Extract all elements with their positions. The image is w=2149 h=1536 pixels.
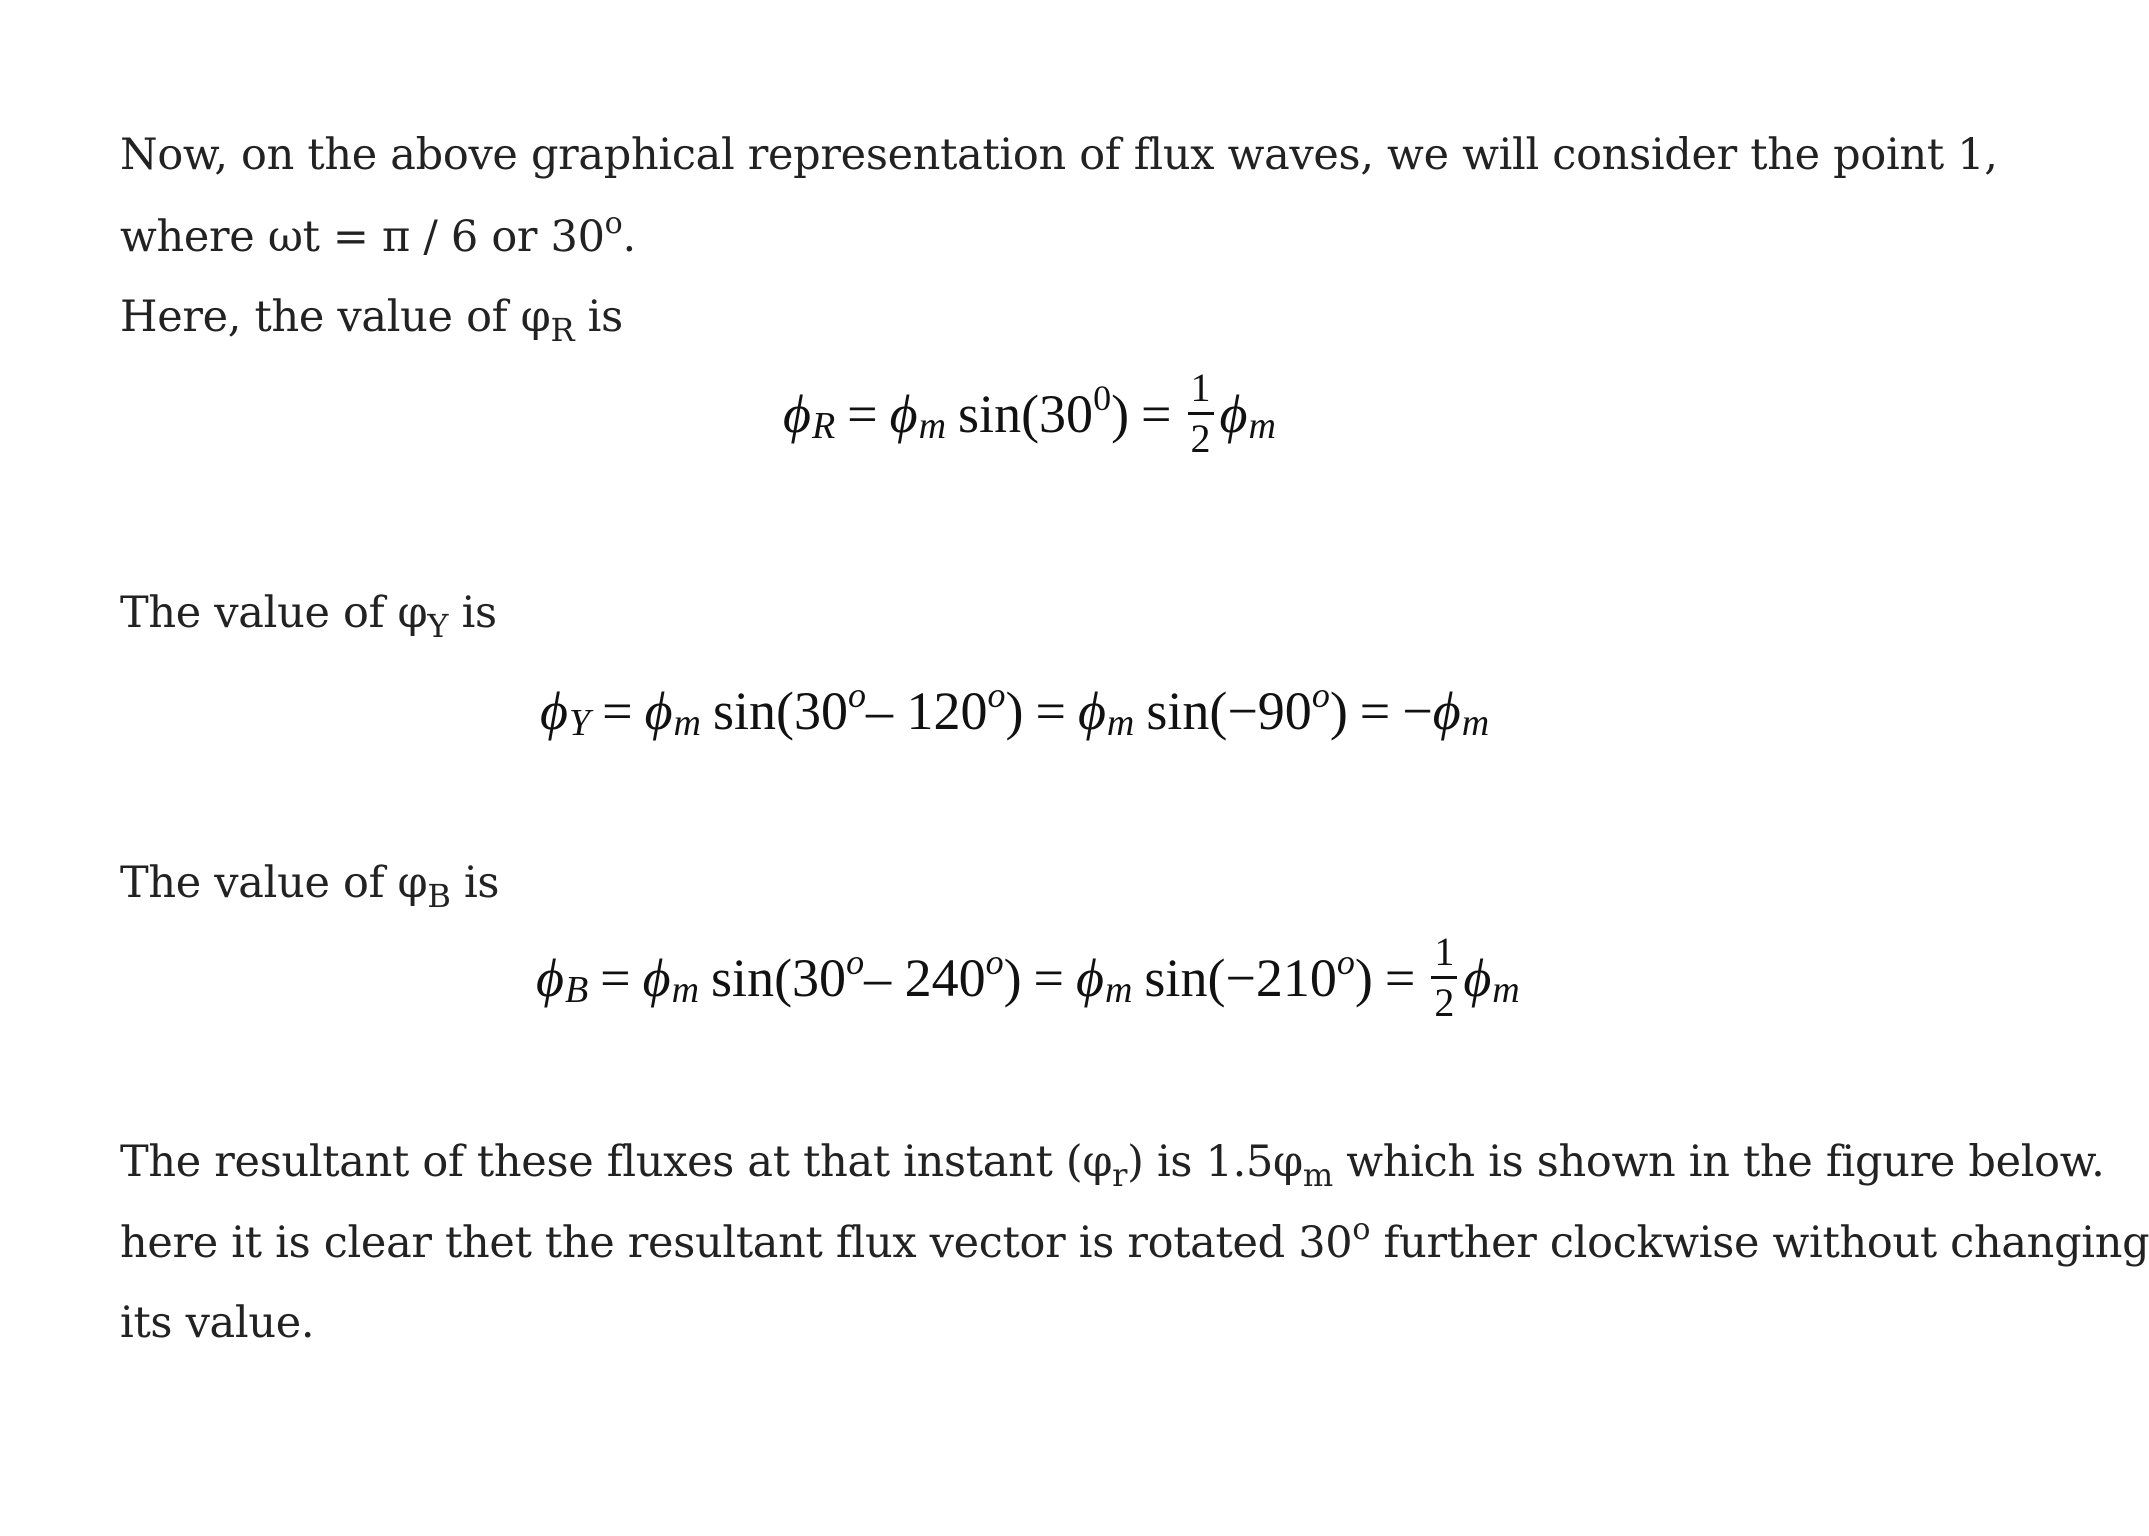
eq-phi-symbol: ϕ: [1077, 681, 1106, 741]
eq-sub: m: [1461, 702, 1490, 744]
degree-sup: o: [1352, 1212, 1371, 1247]
eq-arg: (−90: [1209, 681, 1312, 741]
eq-phi-symbol: ϕ: [1432, 681, 1461, 741]
eq-sub: m: [1492, 968, 1520, 1011]
paragraph-phi-r-label: [120, 292, 623, 349]
equation-phi-y: [540, 675, 1490, 744]
phi-r-label-text: Here, the value of φ: [120, 292, 551, 342]
eq-fraction: [1431, 930, 1457, 1025]
resultant-sub-m: m: [1302, 1156, 1333, 1194]
eq-close: ): [1329, 681, 1348, 741]
resultant-sub-r: r: [1112, 1156, 1128, 1194]
eq-arg: – 120: [865, 681, 988, 741]
eq-sub: B: [564, 968, 589, 1011]
paragraph-resultant-line3: [120, 1298, 314, 1348]
eq-sub: R: [811, 404, 836, 447]
eq-sub: m: [1106, 702, 1135, 744]
equation-phi-r: [783, 366, 1276, 461]
eq-sup: o: [985, 941, 1004, 982]
eq-sin: sin: [958, 383, 1022, 444]
eq-sin: sin: [1144, 947, 1208, 1008]
fraction-denominator: 2: [1190, 416, 1211, 461]
paragraph-resultant-line1: [120, 1137, 2105, 1194]
fraction-denominator: 2: [1434, 980, 1455, 1025]
phi-r-label-end: is: [574, 292, 623, 342]
eq-equals: =: [600, 947, 631, 1008]
eq-sub: Y: [568, 702, 591, 744]
eq-sin: sin: [712, 681, 776, 741]
intro-line2-text: where ωt = π / 6 or 30: [120, 212, 605, 262]
intro-line2-end: .: [622, 212, 636, 262]
eq-phi-symbol: ϕ: [1219, 383, 1248, 444]
eq-equals: =: [1141, 383, 1172, 444]
phi-y-label-end: is: [448, 588, 497, 638]
eq-sub: m: [671, 968, 700, 1011]
resultant-line2-end: further clockwise without changing: [1370, 1218, 2149, 1268]
phi-b-label-end: is: [450, 858, 500, 908]
resultant-line2-text: here it is clear thet the resultant flux vector is rotated 30: [120, 1218, 1353, 1268]
eq-equals: =: [602, 681, 633, 741]
phi-y-label-sub: Y: [427, 607, 449, 645]
resultant-line1-mid: ) is 1.5φ: [1127, 1137, 1303, 1187]
eq-arg: (30: [776, 681, 848, 741]
eq-arg: (−210: [1207, 947, 1337, 1008]
phi-b-label-sub: B: [427, 877, 451, 915]
eq-close: ): [1354, 947, 1373, 1008]
eq-phi-symbol: ϕ: [536, 947, 564, 1008]
eq-sup: 0: [1093, 377, 1112, 418]
eq-equals: =: [1035, 681, 1066, 741]
degree-sup: o: [604, 206, 623, 241]
phi-b-label-text: The value of φ: [120, 858, 428, 908]
eq-sub: m: [1248, 404, 1276, 447]
eq-phi-symbol: ϕ: [889, 383, 918, 444]
paragraph-intro-line1: [120, 130, 1998, 180]
eq-close: ): [1003, 947, 1022, 1008]
paragraph-intro-line2: [120, 206, 636, 262]
eq-close: ): [1111, 383, 1130, 444]
eq-equals: =: [1384, 947, 1416, 1008]
eq-sup: o: [846, 941, 865, 982]
resultant-line3-text: its value.: [120, 1298, 315, 1348]
eq-sup: o: [847, 675, 866, 715]
resultant-line1-text: The resultant of these fluxes at that instant (φ: [120, 1137, 1113, 1187]
eq-arg: – 240: [864, 947, 986, 1008]
paragraph-resultant-line2: [120, 1212, 2149, 1268]
phi-r-label-sub: R: [550, 311, 575, 349]
eq-close: ): [1005, 681, 1024, 741]
eq-arg: (30: [1021, 383, 1094, 444]
intro-line1-text: Now, on the above graphical representation of flux waves, we will consider the point 1,: [120, 130, 1998, 180]
eq-phi-symbol: ϕ: [783, 383, 811, 444]
eq-equals: =: [1033, 947, 1065, 1008]
equation-phi-b: [536, 930, 1520, 1025]
fraction-numerator: 1: [1188, 366, 1214, 415]
eq-sub: m: [1104, 968, 1133, 1011]
eq-arg: (30: [774, 947, 847, 1008]
resultant-line1-end: which is shown in the figure below.: [1332, 1137, 2105, 1187]
eq-sin: sin: [711, 947, 775, 1008]
eq-sub: m: [918, 404, 947, 447]
eq-phi-symbol: ϕ: [540, 681, 568, 741]
eq-phi-symbol: ϕ: [1463, 947, 1492, 1008]
eq-sup: o: [987, 675, 1006, 715]
eq-minus: −: [1402, 681, 1433, 741]
eq-equals: =: [1359, 681, 1391, 741]
fraction-numerator: 1: [1431, 930, 1457, 979]
eq-phi-symbol: ϕ: [642, 947, 671, 1008]
eq-sup: o: [1311, 675, 1330, 715]
eq-equals: =: [847, 383, 878, 444]
eq-phi-symbol: ϕ: [1076, 947, 1104, 1008]
eq-sub: m: [673, 702, 701, 744]
eq-sin: sin: [1146, 681, 1210, 741]
paragraph-phi-b-label: [120, 858, 500, 915]
eq-phi-symbol: ϕ: [644, 681, 673, 741]
eq-sup: o: [1336, 941, 1355, 982]
eq-fraction: [1188, 366, 1214, 461]
paragraph-phi-y-label: [120, 588, 497, 645]
phi-y-label-text: The value of φ: [120, 588, 428, 638]
